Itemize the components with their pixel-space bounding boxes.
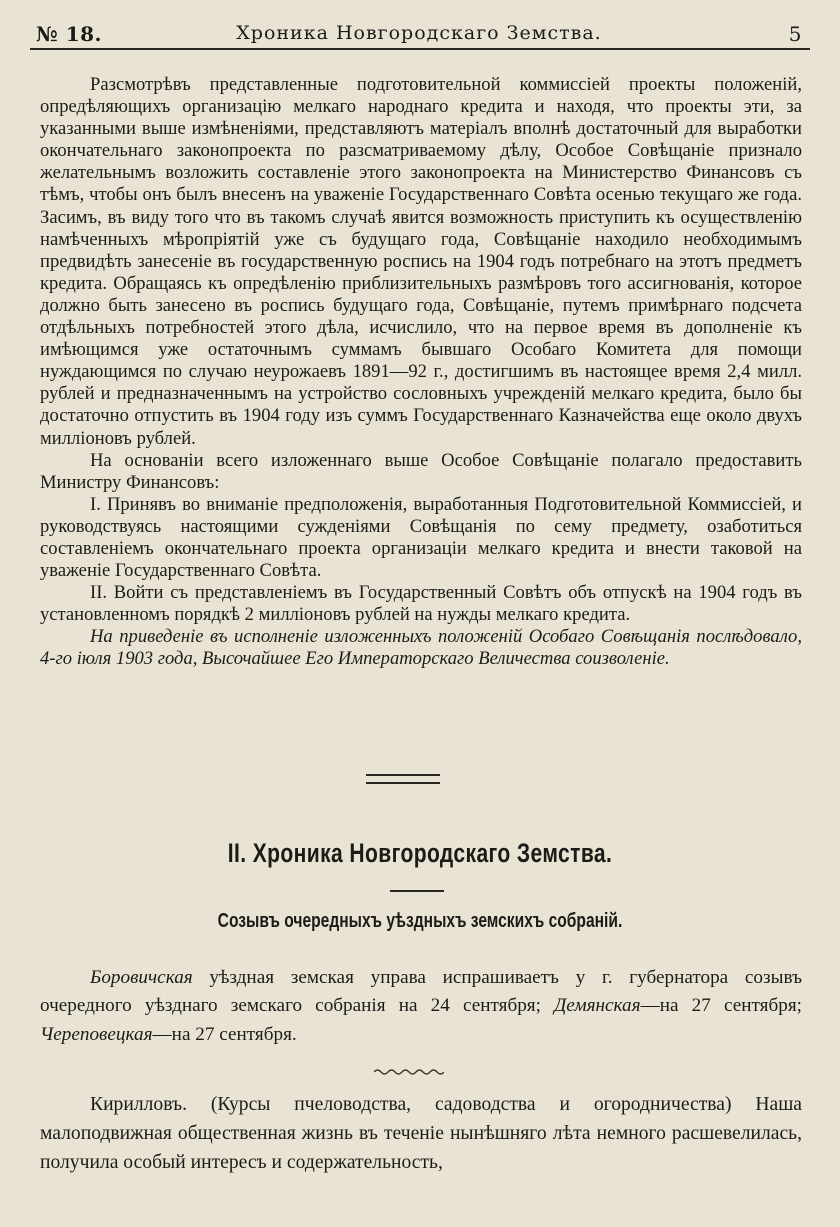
convocation-text-2: —на 27 сентября; [640, 995, 802, 1017]
uyezd-name-demyansk: Демянская [554, 995, 641, 1017]
main-text [40, 74, 802, 671]
section-title: II. Хроника Новгородскаго Земства. [227, 838, 613, 868]
kirillov-paragraph [40, 1090, 802, 1177]
section-subtitle: Созывъ очередныхъ уѣздныхъ земскихъ собраній. [217, 910, 623, 932]
issue-number: № 18. [36, 22, 102, 46]
convocation-text-1: уѣздная земская управа испрашиваетъ у г. губернатора созывъ очередного уѣзднаго земскаго собранія на 24 сентября; [40, 967, 802, 1017]
convocation-text-3: —на 27 сентября. [152, 1023, 297, 1045]
paragraph-2: На основаніи всего изложеннаго выше Особое Совѣщаніе полагало предоставить Министру Финансовъ: [40, 449, 802, 493]
short-separator [390, 890, 444, 892]
paragraph-4: II. Войти съ представленіемъ въ Государственный Совѣтъ объ отпускѣ на 1904 годъ въ установленномъ порядкѣ 2 милліоновъ рублей на нужды мелкаго кредита. [40, 582, 802, 626]
double-separator [366, 774, 440, 784]
paragraph-1: Разсмотрѣвъ представленные подготовительной коммиссіей проекты положеній, опредѣляющихъ организацію мелкаго народнаго кредита и находя, что проекты эти, за указанными выше измѣненіями, представляютъ матеріалъ вполнѣ достаточный для выработки окончательнаго законопроекта по разсматриваемому дѣлу, Особое Совѣщаніе признало желательнымъ возложить составленіе этого законопроекта на Министерство Финансовъ съ тѣмъ, чтобы онъ былъ внесенъ на уваженіе Государственнаго Совѣта осенью текущаго же года. Засимъ, въ виду того что въ такомъ случаѣ явится возможность приступить къ осуществленію намѣченныхъ мѣропріятій уже съ будущаго года, Совѣщаніе находило необходимымъ предвидѣть занесеніе въ государственную роспись на 1904 годъ потребнаго на этотъ предметъ кредита. Обращаясь къ опредѣленію приблизительныхъ размѣровъ того ассигнованія, которое должно быть занесено въ роспись будущаго года, Совѣщаніе, путемъ примѣрнаго подсчета отдѣльныхъ потребностей этого дѣла, исчислило, что на первое время въ дополненіе къ имѣющимся уже остаточнымъ суммамъ бывшаго Особаго Комитета для помощи нуждающимся по случаю неурожаевъ 1891—92 г., достигшимъ въ настоящее время 2,4 милл. рублей и предназначеннымъ на устройство сословныхъ учрежденій мелкаго кредита, было бы достаточно отпустить въ 1904 году изъ суммъ Государственнаго Казначейства еще около двухъ милліоновъ рублей. [40, 74, 802, 449]
convocation-paragraph [40, 964, 802, 1049]
paragraph-3: I. Принявъ во вниманіе предположенія, выработанныя Подготовительной Коммиссіей, и руководствуясь настоящими сужденіями Совѣщанія по сему предмету, озаботиться составленіемъ окончательнаго проекта организаціи мелкаго кредита и внести таковой на уваженіе Государственнаго Совѣта. [40, 493, 802, 582]
paragraph-5: На приведеніе въ исполненіе изложенныхъ положеній Особаго Совѣщанія послѣдовало, 4-го іюля 1903 года, Высочайшее Его Императорскаго Величества соизволеніе. [40, 626, 802, 670]
wave-separator [374, 1067, 444, 1077]
page-number: 5 [788, 22, 802, 46]
journal-title: Хроника Новгородскаго Земства. [236, 22, 602, 44]
kirillov-text: Кирилловъ. (Курсы пчеловодства, садоводства и огородничества) Наша малоподвижная общественная жизнь въ теченіе нынѣшняго лѣта немного расшевелилась, получила особый интересъ и содержательность, [40, 1094, 802, 1173]
running-header [36, 22, 802, 50]
uyezd-name-borovichi: Боровичская [90, 967, 193, 988]
header-rule [30, 48, 810, 50]
uyezd-name-cherepovets: Череповецкая [40, 1023, 153, 1045]
